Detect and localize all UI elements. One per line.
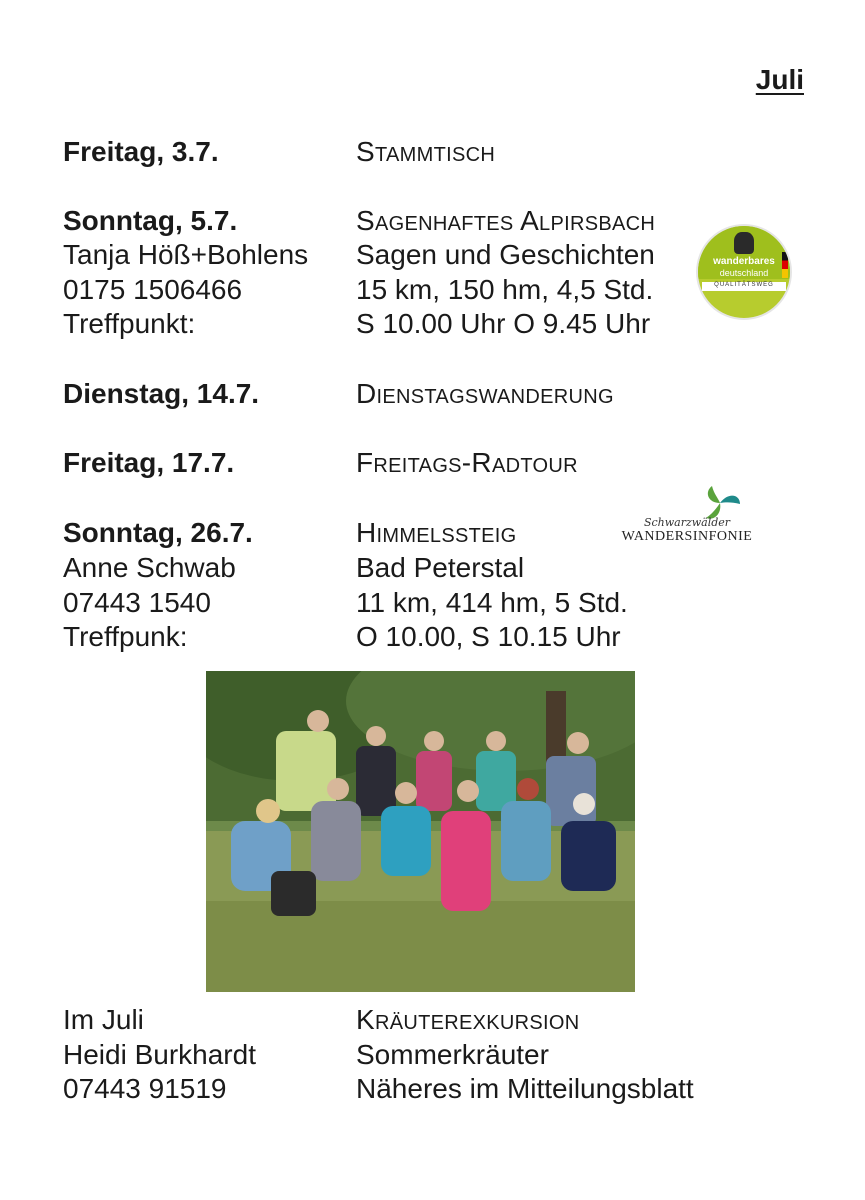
event-date: Sonntag, 5.7. bbox=[63, 205, 238, 236]
event-phone: 0175 1506466 bbox=[63, 274, 243, 305]
event-leader: Anne Schwab bbox=[63, 552, 236, 583]
event-subtitle: Bad Peterstal bbox=[356, 552, 525, 583]
qualitaetsweg-badge-logo bbox=[696, 224, 792, 320]
logo-line1: Schwarzwälder bbox=[643, 516, 731, 529]
boot-icon bbox=[734, 232, 754, 254]
event-title: Kräuterexkursion bbox=[356, 1004, 580, 1035]
event-leader: Heidi Burkhardt bbox=[63, 1039, 256, 1070]
event-date: Im Juli bbox=[63, 1004, 144, 1035]
group-photo bbox=[206, 671, 635, 992]
event-date: Sonntag, 26.7. bbox=[63, 517, 253, 548]
event-date: Dienstag, 14.7. bbox=[63, 378, 260, 409]
event-details: Näheres im Mitteilungsblatt bbox=[356, 1073, 694, 1104]
wandersinfonie-logo bbox=[602, 478, 772, 558]
event-meet-label: Treffpunkt: bbox=[63, 308, 196, 339]
event-title: Himmelssteig bbox=[356, 517, 517, 548]
badge-line3: QUALITÄTSWEG bbox=[714, 282, 774, 288]
event-date: Freitag, 3.7. bbox=[63, 136, 219, 167]
month-heading: Juli bbox=[755, 64, 804, 95]
event-leader: Tanja Höß+Bohlens bbox=[63, 239, 309, 270]
event-phone: 07443 1540 bbox=[63, 587, 211, 618]
event-subtitle: Sagen und Geschichten bbox=[356, 239, 655, 270]
event-title: Freitags-Radtour bbox=[356, 447, 578, 478]
badge-line1: wanderbares bbox=[713, 256, 775, 267]
event-title: Stammtisch bbox=[356, 136, 496, 167]
event-date: Freitag, 17.7. bbox=[63, 447, 235, 478]
event-title: Sagenhaftes Alpirsbach bbox=[356, 205, 656, 236]
event-details: 11 km, 414 hm, 5 Std. bbox=[356, 587, 628, 618]
event-phone: 07443 91519 bbox=[63, 1073, 227, 1104]
event-meet-label: Treffpunk: bbox=[63, 621, 188, 652]
event-details: 15 km, 150 hm, 4,5 Std. bbox=[356, 274, 654, 305]
event-time: O 10.00, S 10.15 Uhr bbox=[356, 621, 621, 652]
logo-line2: WANDERSINFONIE bbox=[621, 529, 753, 544]
event-time: S 10.00 Uhr O 9.45 Uhr bbox=[356, 308, 651, 339]
badge-line2: deutschland bbox=[719, 268, 769, 278]
event-title: Dienstagswanderung bbox=[356, 378, 614, 409]
event-subtitle: Sommerkräuter bbox=[356, 1039, 549, 1070]
